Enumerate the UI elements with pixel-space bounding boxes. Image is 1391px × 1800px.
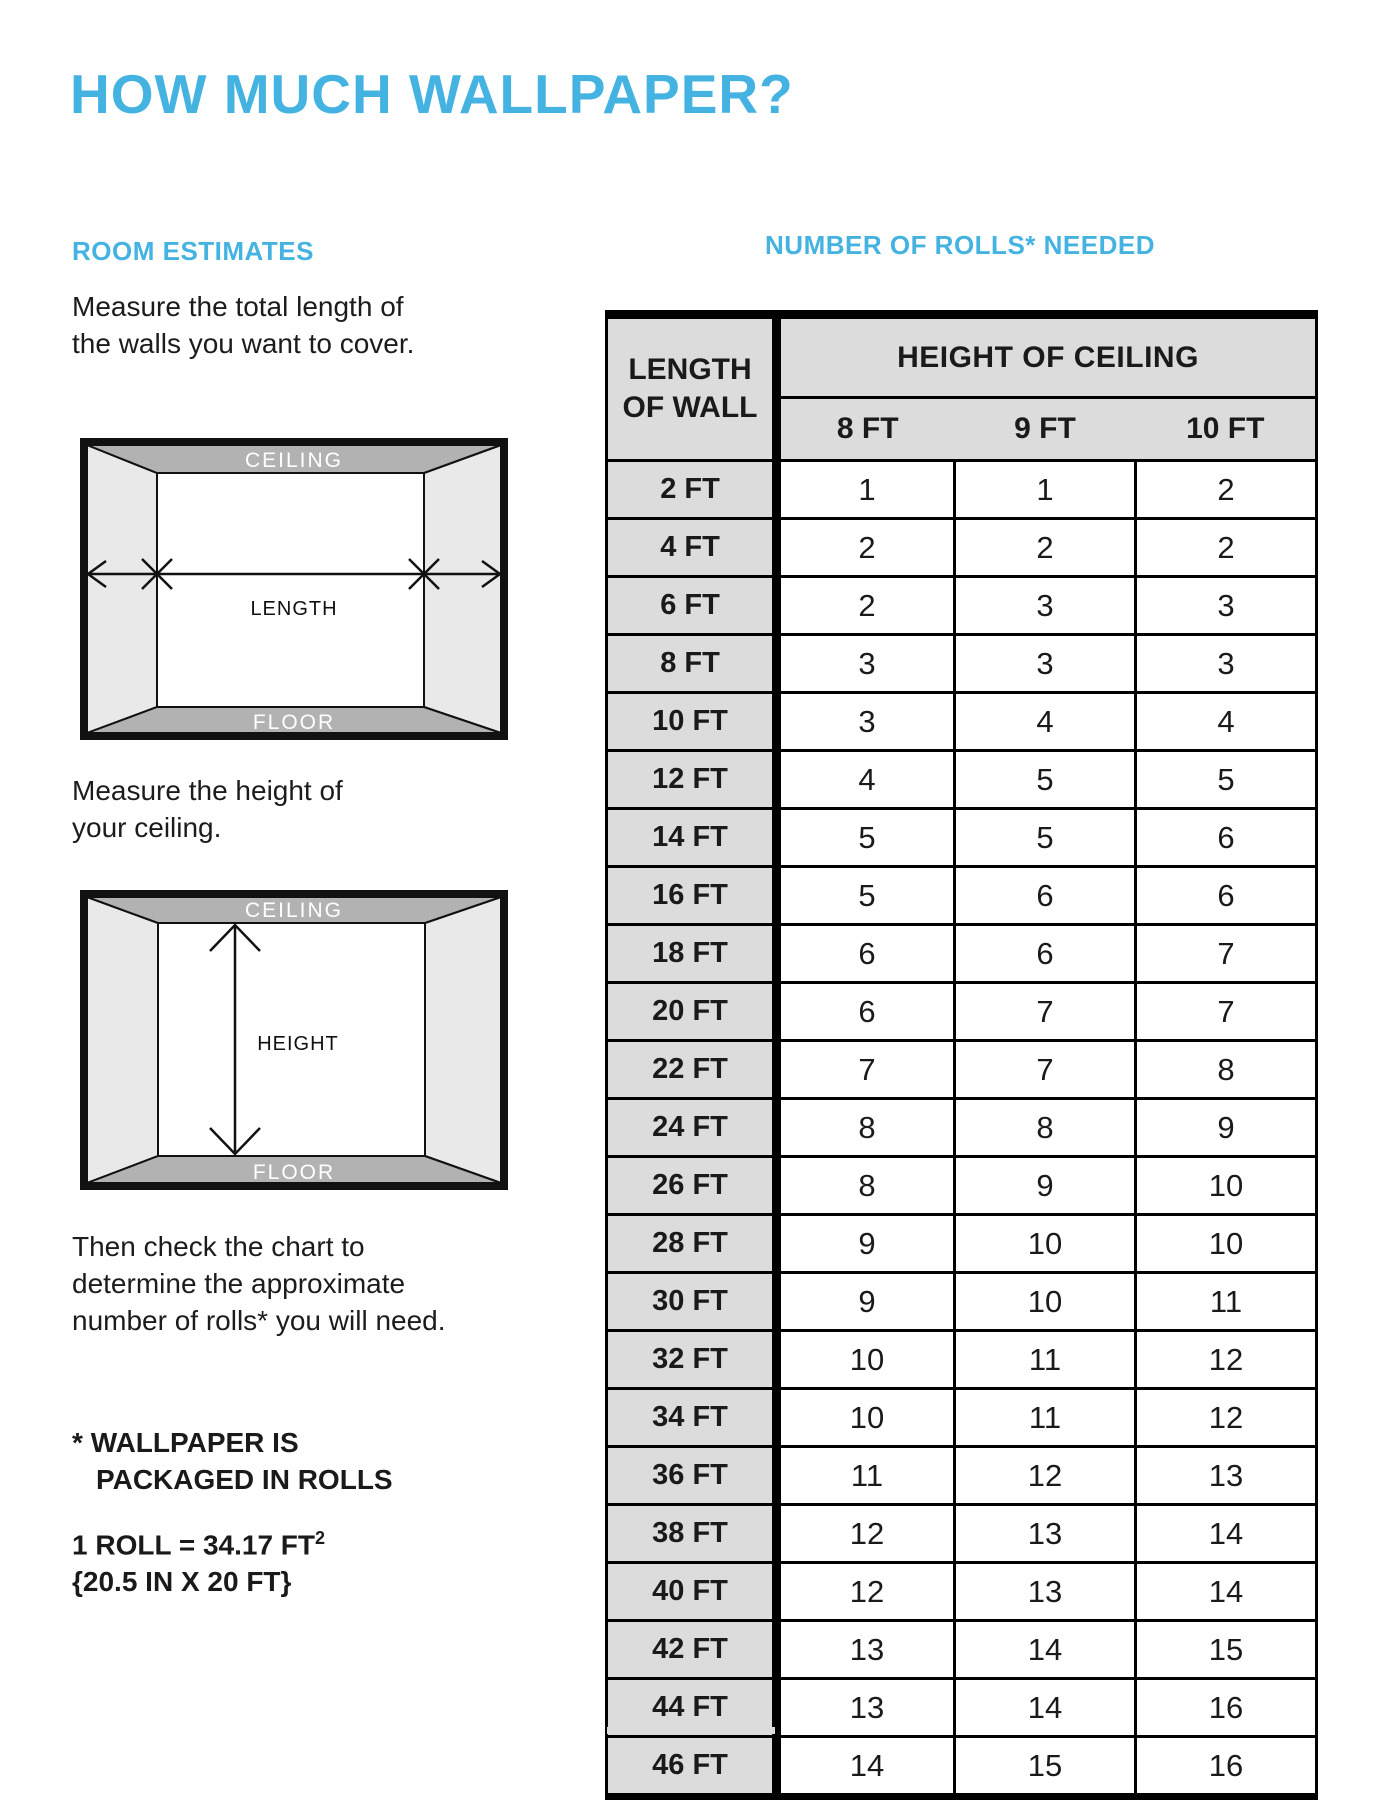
roll-count-cell: 2 <box>777 577 955 635</box>
text-line: the walls you want to cover. <box>72 328 415 359</box>
roll-count-cell: 2 <box>1136 519 1317 577</box>
roll-equation <box>72 1520 325 1563</box>
table-row <box>607 635 1317 693</box>
row-length-header: 24 FT <box>607 1099 777 1157</box>
table-row <box>607 983 1317 1041</box>
table-row <box>607 1563 1317 1621</box>
length-of-wall-header <box>607 315 777 461</box>
roll-count-cell: 10 <box>777 1331 955 1389</box>
row-length-header: 14 FT <box>607 809 777 867</box>
row-length-header: 44 FT <box>607 1679 777 1737</box>
roll-count-cell: 11 <box>1136 1273 1317 1331</box>
squared-superscript: 2 <box>315 1528 326 1548</box>
table-row <box>607 1389 1317 1447</box>
roll-count-cell: 12 <box>1136 1331 1317 1389</box>
row-length-header: 8 FT <box>607 635 777 693</box>
text-line: determine the approximate <box>72 1268 406 1299</box>
roll-count-cell: 11 <box>955 1389 1136 1447</box>
roll-count-cell: 12 <box>1136 1389 1317 1447</box>
rolls-table <box>605 310 1318 1800</box>
roll-count-cell: 4 <box>955 693 1136 751</box>
roll-count-cell: 3 <box>1136 635 1317 693</box>
roll-count-cell: 9 <box>777 1273 955 1331</box>
height-of-ceiling-header: HEIGHT OF CEILING <box>777 315 1317 398</box>
measure-height-text <box>72 772 343 846</box>
roll-count-cell: 5 <box>777 867 955 925</box>
room-height-diagram <box>80 890 508 1190</box>
roll-count-cell: 14 <box>777 1737 955 1798</box>
floor-label: FLOOR <box>252 711 336 734</box>
table-row <box>607 867 1317 925</box>
roll-count-cell: 4 <box>1136 693 1317 751</box>
roll-count-cell: 10 <box>1136 1157 1317 1215</box>
header-line: OF WALL <box>622 391 758 424</box>
header-line: LENGTH <box>628 353 752 386</box>
back-wall-panel <box>157 473 424 707</box>
roll-size-info <box>72 1520 325 1600</box>
roll-count-cell: 8 <box>1136 1041 1317 1099</box>
row-length-header: 32 FT <box>607 1331 777 1389</box>
table-row <box>607 519 1317 577</box>
row-length-header: 20 FT <box>607 983 777 1041</box>
roll-count-cell: 14 <box>1136 1563 1317 1621</box>
roll-count-cell: 8 <box>777 1157 955 1215</box>
roll-count-cell: 14 <box>1136 1505 1317 1563</box>
footnote-line-2: PACKAGED IN ROLLS <box>96 1464 393 1495</box>
roll-count-cell: 16 <box>1136 1679 1317 1737</box>
roll-count-cell: 6 <box>1136 867 1317 925</box>
roll-count-cell: 7 <box>1136 925 1317 983</box>
row-length-header: 38 FT <box>607 1505 777 1563</box>
row-length-header: 2 FT <box>607 461 777 519</box>
table-bottom-shadow <box>607 1727 775 1734</box>
roll-count-cell: 13 <box>955 1563 1136 1621</box>
roll-count-cell: 15 <box>1136 1621 1317 1679</box>
roll-count-cell: 14 <box>955 1679 1136 1737</box>
roll-count-cell: 13 <box>777 1679 955 1737</box>
rolls-footnote <box>72 1424 393 1498</box>
floor-label: FLOOR <box>252 1161 336 1184</box>
text-line: Then check the chart to <box>72 1231 365 1262</box>
left-wall-panel <box>87 897 158 1183</box>
roll-count-cell: 1 <box>777 461 955 519</box>
roll-count-cell: 6 <box>1136 809 1317 867</box>
right-wall-panel <box>424 445 501 733</box>
ceiling-label: CEILING <box>244 449 344 472</box>
table-row <box>607 1215 1317 1273</box>
length-label: LENGTH <box>250 598 338 620</box>
row-length-header: 30 FT <box>607 1273 777 1331</box>
footnote-text: WALLPAPER IS <box>90 1427 299 1458</box>
roll-count-cell: 10 <box>1136 1215 1317 1273</box>
roll-count-cell: 5 <box>955 809 1136 867</box>
row-length-header: 6 FT <box>607 577 777 635</box>
roll-count-cell: 13 <box>1136 1447 1317 1505</box>
roll-count-cell: 9 <box>777 1215 955 1273</box>
roll-count-cell: 11 <box>777 1447 955 1505</box>
rolls-needed-heading: NUMBER OF ROLLS* NEEDED <box>765 230 1155 260</box>
roll-count-cell: 11 <box>955 1331 1136 1389</box>
table-row <box>607 1157 1317 1215</box>
text-line: your ceiling. <box>72 812 222 843</box>
roll-count-cell: 7 <box>955 983 1136 1041</box>
roll-count-cell: 14 <box>955 1621 1136 1679</box>
table-row <box>607 461 1317 519</box>
roll-count-cell: 12 <box>777 1505 955 1563</box>
table-row <box>607 577 1317 635</box>
roll-dimensions: {20.5 IN X 20 FT} <box>72 1566 292 1598</box>
table-row <box>607 1447 1317 1505</box>
roll-count-cell: 3 <box>777 693 955 751</box>
table-row <box>607 1041 1317 1099</box>
table-row <box>607 1737 1317 1798</box>
table-row <box>607 809 1317 867</box>
roll-count-cell: 8 <box>955 1099 1136 1157</box>
row-length-header: 4 FT <box>607 519 777 577</box>
roll-count-cell: 16 <box>1136 1737 1317 1798</box>
roll-count-cell: 3 <box>1136 577 1317 635</box>
roll-count-cell: 7 <box>1136 983 1317 1041</box>
roll-count-cell: 3 <box>777 635 955 693</box>
row-length-header: 12 FT <box>607 751 777 809</box>
col-header-10ft: 10 FT <box>1136 398 1317 461</box>
table-row <box>607 693 1317 751</box>
table-row <box>607 1331 1317 1389</box>
table-row <box>607 925 1317 983</box>
measure-length-text <box>72 288 414 362</box>
col-header-8ft: 8 FT <box>777 398 955 461</box>
check-chart-text <box>72 1228 446 1339</box>
roll-count-cell: 2 <box>1136 461 1317 519</box>
roll-count-cell: 6 <box>955 867 1136 925</box>
rolls-table-body <box>607 461 1317 1798</box>
roll-count-cell: 10 <box>955 1215 1136 1273</box>
row-length-header: 22 FT <box>607 1041 777 1099</box>
row-length-header: 36 FT <box>607 1447 777 1505</box>
roll-equation-text: 1 ROLL = 34.17 FT <box>72 1529 316 1561</box>
header-row-1 <box>607 315 1317 398</box>
row-length-header: 42 FT <box>607 1621 777 1679</box>
footnote-line-1 <box>72 1424 393 1461</box>
row-length-header: 18 FT <box>607 925 777 983</box>
height-label: HEIGHT <box>257 1033 339 1055</box>
roll-count-cell: 1 <box>955 461 1136 519</box>
roll-count-cell: 6 <box>955 925 1136 983</box>
roll-count-cell: 5 <box>955 751 1136 809</box>
table-row <box>607 1273 1317 1331</box>
roll-count-cell: 5 <box>777 809 955 867</box>
roll-count-cell: 15 <box>955 1737 1136 1798</box>
table-row <box>607 751 1317 809</box>
text-line: Measure the height of <box>72 775 343 806</box>
text-line: Measure the total length of <box>72 291 404 322</box>
text-line: number of rolls* you will need. <box>72 1305 446 1336</box>
roll-count-cell: 9 <box>1136 1099 1317 1157</box>
table-row <box>607 1099 1317 1157</box>
roll-count-cell: 10 <box>777 1389 955 1447</box>
roll-count-cell: 10 <box>955 1273 1136 1331</box>
roll-count-cell: 9 <box>955 1157 1136 1215</box>
table-row <box>607 1621 1317 1679</box>
col-header-9ft: 9 FT <box>955 398 1136 461</box>
row-length-header: 10 FT <box>607 693 777 751</box>
roll-count-cell: 4 <box>777 751 955 809</box>
roll-count-cell: 2 <box>955 519 1136 577</box>
page-title: HOW MUCH WALLPAPER? <box>70 63 794 125</box>
roll-count-cell: 3 <box>955 635 1136 693</box>
roll-count-cell: 6 <box>777 983 955 1041</box>
row-length-header: 46 FT <box>607 1737 777 1798</box>
roll-count-cell: 12 <box>777 1563 955 1621</box>
row-length-header: 28 FT <box>607 1215 777 1273</box>
roll-count-cell: 2 <box>777 519 955 577</box>
roll-count-cell: 7 <box>777 1041 955 1099</box>
table-row <box>607 1505 1317 1563</box>
row-length-header: 16 FT <box>607 867 777 925</box>
roll-count-cell: 13 <box>955 1505 1136 1563</box>
room-estimates-heading: ROOM ESTIMATES <box>72 236 314 266</box>
roll-count-cell: 6 <box>777 925 955 983</box>
roll-count-cell: 12 <box>955 1447 1136 1505</box>
roll-count-cell: 13 <box>777 1621 955 1679</box>
ceiling-label: CEILING <box>244 899 344 922</box>
roll-count-cell: 3 <box>955 577 1136 635</box>
row-length-header: 40 FT <box>607 1563 777 1621</box>
left-wall-panel <box>87 445 157 733</box>
row-length-header: 34 FT <box>607 1389 777 1447</box>
row-length-header: 26 FT <box>607 1157 777 1215</box>
roll-count-cell: 5 <box>1136 751 1317 809</box>
roll-count-cell: 8 <box>777 1099 955 1157</box>
room-length-diagram <box>80 438 508 740</box>
right-wall-panel <box>425 897 501 1183</box>
asterisk: * <box>72 1427 83 1458</box>
roll-count-cell: 7 <box>955 1041 1136 1099</box>
